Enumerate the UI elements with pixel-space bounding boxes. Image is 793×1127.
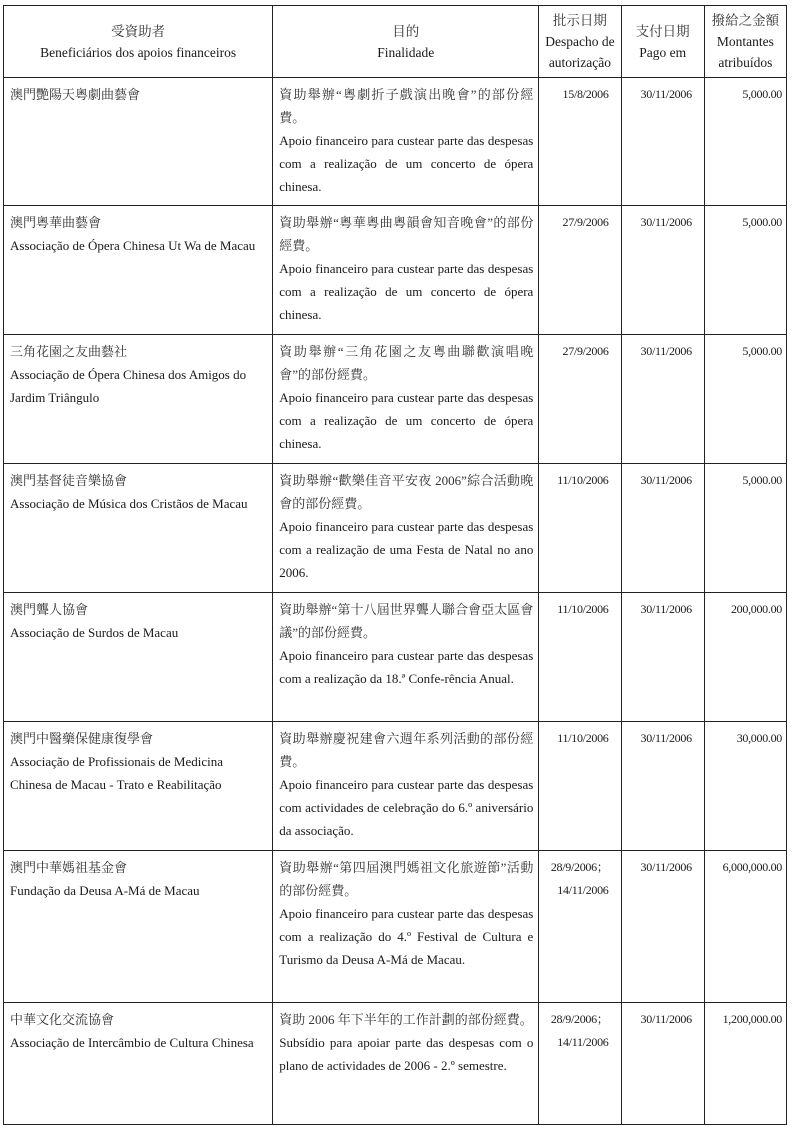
- pago-date: 30/11/2006: [621, 722, 704, 851]
- pago-date: 30/11/2006: [621, 335, 704, 464]
- montante-amount: 200,000.00: [704, 593, 786, 722]
- header-montante-pt2: atribuídos: [718, 55, 773, 70]
- header-purpose-zh: 目的: [392, 23, 420, 39]
- beneficiary-pt: Associação de Ópera Chinesa dos Amigos do Jardim Triângulo: [10, 367, 247, 405]
- purpose-pt: Apoio financeiro para custear parte das despesas com a realização de um concerto de ópera chinesa.: [279, 261, 534, 322]
- table-row: [4, 206, 787, 335]
- pago-date: 30/11/2006: [621, 593, 704, 722]
- purpose-cell: [273, 1003, 539, 1125]
- purpose-cell: [273, 722, 539, 851]
- montante-amount: 5,000.00: [704, 464, 786, 593]
- header-pago-pt: Pago em: [639, 44, 687, 60]
- pago-date: 30/11/2006: [621, 206, 704, 335]
- header-despacho-pt1: Despacho de: [545, 34, 615, 49]
- despacho-date: 15/8/2006: [539, 78, 621, 206]
- table-row: [4, 722, 787, 851]
- purpose-pt: Apoio financeiro para custear parte das despesas com actividades de celebração do 6.º aniversário da associação.: [279, 777, 534, 838]
- despacho-date: 11/10/2006: [539, 464, 621, 593]
- despacho-date: 27/9/2006: [539, 206, 621, 335]
- purpose-zh: 資助舉辦“歡樂佳音平安夜 2006”綜合活動晚會的部份經費。: [279, 473, 534, 511]
- pago-date: 30/11/2006: [621, 1003, 704, 1125]
- purpose-zh: 資助舉辦“第十八屆世界聾人聯合會亞太區會議”的部份經費。: [279, 602, 534, 640]
- montante-amount: 5,000.00: [704, 335, 786, 464]
- table-row: [4, 464, 787, 593]
- purpose-cell: [273, 206, 539, 335]
- montante-amount: 1,200,000.00: [704, 1003, 786, 1125]
- beneficiary-zh: 中華文化交流協會: [10, 1012, 115, 1027]
- purpose-pt: Apoio financeiro para custear parte das despesas com a realização de uma Festa de Natal no ano 2006.: [279, 519, 534, 580]
- beneficiary-cell: [4, 206, 273, 335]
- beneficiary-cell: [4, 593, 273, 722]
- header-montante: [704, 6, 786, 78]
- beneficiary-pt: Associação de Intercâmbio de Cultura Chinesa: [10, 1035, 254, 1050]
- montante-amount: 5,000.00: [704, 78, 786, 206]
- beneficiary-zh: 澳門中華媽祖基金會: [10, 860, 128, 875]
- beneficiary-pt: Associação de Música dos Cristãos de Macau: [10, 496, 248, 511]
- header-purpose-pt: Finalidade: [377, 44, 435, 60]
- purpose-cell: [273, 335, 539, 464]
- financial-support-table: [3, 5, 787, 1125]
- header-beneficiary-zh: 受資助者: [111, 23, 166, 39]
- beneficiary-cell: [4, 1003, 273, 1125]
- beneficiary-cell: [4, 722, 273, 851]
- despacho-date: 11/10/2006: [539, 593, 621, 722]
- purpose-cell: [273, 593, 539, 722]
- beneficiary-zh: 澳門艷陽天粵劇曲藝會: [10, 87, 141, 102]
- beneficiary-zh: 澳門聾人協會: [10, 602, 89, 617]
- purpose-zh: 資助舉辦“粵華粵曲粵韻會知音晚會”的部份經費。: [279, 215, 534, 253]
- montante-amount: 5,000.00: [704, 206, 786, 335]
- header-montante-zh: 撥給之金額: [711, 13, 780, 28]
- beneficiary-cell: [4, 78, 273, 206]
- despacho-date: 11/10/2006: [539, 722, 621, 851]
- beneficiary-pt: Associação de Ópera Chinesa Ut Wa de Macau: [10, 238, 256, 253]
- purpose-zh: 資助舉辦“第四屆澳門媽祖文化旅遊節”活動的部份經費。: [279, 860, 534, 898]
- table-row: [4, 335, 787, 464]
- beneficiary-cell: [4, 851, 273, 1003]
- purpose-cell: [273, 464, 539, 593]
- montante-amount: 30,000.00: [704, 722, 786, 851]
- beneficiary-cell: [4, 335, 273, 464]
- beneficiary-zh: 澳門粵華曲藝會: [10, 215, 102, 230]
- purpose-zh: 資助舉辦慶祝建會六週年系列活動的部份經費。: [279, 731, 534, 769]
- purpose-cell: [273, 851, 539, 1003]
- purpose-pt: Subsídio para apoiar parte das despesas com o plano de actividades de 2006 - 2.º semestre.: [279, 1035, 534, 1073]
- montante-amount: 6,000,000.00: [704, 851, 786, 1003]
- beneficiary-cell: [4, 464, 273, 593]
- beneficiary-pt: Associação de Surdos de Macau: [10, 625, 179, 640]
- header-beneficiary-pt: Beneficiários dos apoios financeiros: [40, 44, 237, 60]
- pago-date: 30/11/2006: [621, 464, 704, 593]
- beneficiary-zh: 澳門基督徒音樂協會: [10, 473, 128, 488]
- beneficiary-zh: 三角花園之友曲藝社: [10, 344, 128, 359]
- table-row: [4, 1003, 787, 1125]
- purpose-pt: Apoio financeiro para custear parte das despesas com a realização de um concerto de ópera chinesa.: [279, 390, 534, 451]
- purpose-pt: Apoio financeiro para custear parte das despesas com a realização de um concerto de ópera chinesa.: [279, 133, 534, 194]
- header-purpose: [273, 6, 539, 78]
- pago-date: 30/11/2006: [621, 851, 704, 1003]
- purpose-pt: Apoio financeiro para custear parte das despesas com a realização da 18.ª Confe-rência Anual.: [279, 648, 534, 686]
- header-pago-zh: 支付日期: [635, 23, 690, 39]
- table-row: [4, 851, 787, 1003]
- beneficiary-zh: 澳門中醫藥保健康復學會: [10, 731, 154, 746]
- despacho-date: 27/9/2006: [539, 335, 621, 464]
- purpose-zh: 資助舉辦“粵劇折子戲演出晚會”的部份經費。: [279, 87, 534, 125]
- header-montante-pt1: Montantes: [716, 34, 774, 49]
- purpose-pt: Apoio financeiro para custear parte das despesas com a realização do 4.º Festival de Cultura e Turismo da Deusa A-Má de Macau.: [279, 906, 534, 967]
- header-despacho-zh: 批示日期: [552, 13, 607, 28]
- purpose-cell: [273, 78, 539, 206]
- header-despacho-pt2: autorização: [548, 55, 612, 70]
- beneficiary-pt: Fundação da Deusa A-Má de Macau: [10, 883, 200, 898]
- pago-date: 30/11/2006: [621, 78, 704, 206]
- header-despacho: [539, 6, 621, 78]
- header-beneficiary: [4, 6, 273, 78]
- table-row: [4, 78, 787, 206]
- despacho-date: 28/9/2006；14/11/2006: [539, 851, 621, 1003]
- beneficiary-pt: Associação de Profissionais de Medicina Chinesa de Macau - Trato e Reabilitação: [10, 754, 224, 792]
- purpose-zh: 資助舉辦“三角花園之友粵曲聯歡演唱晚會”的部份經費。: [279, 344, 534, 382]
- header-pago: [621, 6, 704, 78]
- table-row: [4, 593, 787, 722]
- table-header-row: [4, 6, 787, 78]
- purpose-zh: 資助 2006 年下半年的工作計劃的部份經費。: [279, 1012, 533, 1027]
- despacho-date: 28/9/2006；14/11/2006: [539, 1003, 621, 1125]
